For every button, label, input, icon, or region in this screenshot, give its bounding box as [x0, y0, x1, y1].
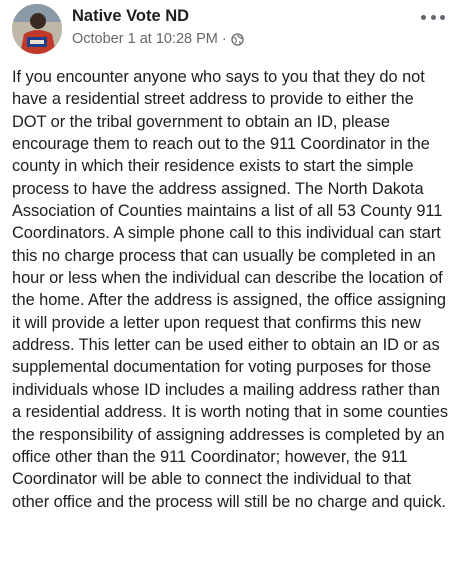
globe-icon	[231, 33, 244, 46]
more-dot	[431, 15, 436, 20]
avatar-image	[12, 4, 62, 54]
post-meta	[72, 31, 244, 47]
post-author[interactable]: Native Vote ND	[72, 7, 190, 25]
page-avatar[interactable]	[12, 4, 62, 54]
more-dot	[421, 15, 426, 20]
more-dot	[440, 15, 445, 20]
post-header	[0, 0, 457, 60]
post-timestamp[interactable]: October 1 at 10:28 PM	[72, 31, 218, 47]
post-text: If you encounter anyone who says to you that they do not have a residential street address to provide to either the DOT or the tribal government to obtain an ID, please encourage them to reach out to the 911 Coordinator in the county in which their residence exists to start the simple process to have the address assigned. The North Dakota Association of Counties maintains a list of all 53 County 911 Coordinators. A simple phone call to this individual can start this no charge process that can usually be completed in an hour or less when the individual can describe the location of the home. After the address is assigned, the office assigning it will provide a letter upon request that confirms this new address. This letter can be used either to obtain an ID or as supplemental documentation for voting purposes for those individuals whose ID includes a mailing address rather than a residential address. It is worth noting that in some counties the responsibility of assigning addresses is completed by an office other than the 911 Coordinator; however, the 911 Coordinator will be able to connect the individual to that other office and the process will still be no charge and quick.	[12, 68, 448, 511]
meta-separator: ·	[221, 31, 227, 47]
more-options-icon[interactable]	[421, 12, 445, 22]
